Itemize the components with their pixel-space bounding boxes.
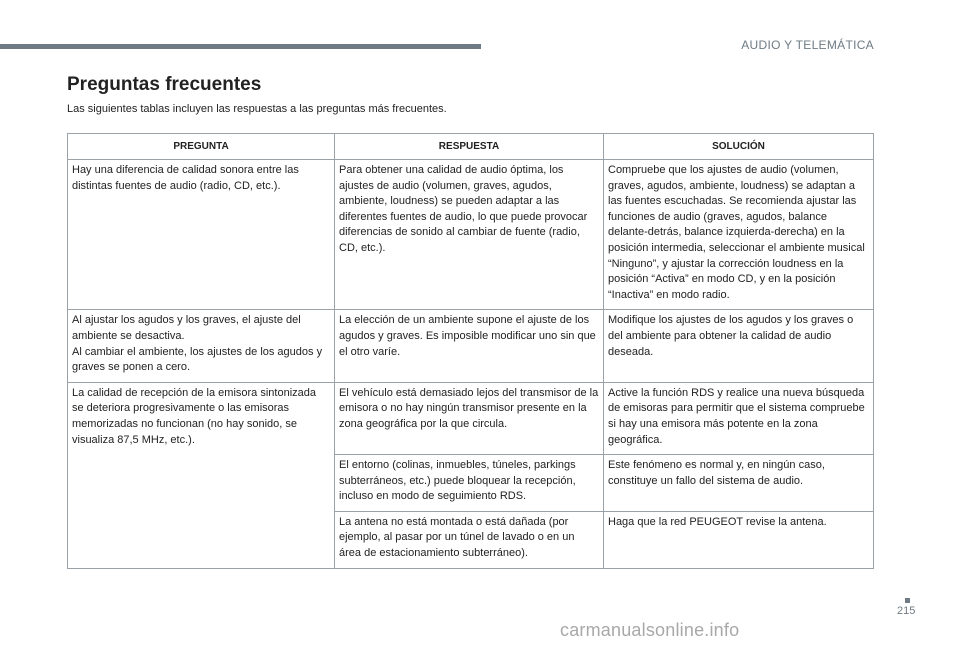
answer-cell: La antena no está montada o está dañada (por ejemplo, al pasar por un túnel de lavado o en un área de estacionamiento subterráneo). (335, 511, 604, 568)
section-title: AUDIO Y TELEMÁTICA (741, 38, 874, 52)
solution-cell: Compruebe que los ajustes de audio (volumen, graves, agudos, ambiente, loudness) se adaptan a las fuentes escuchadas. Se recomienda ajustar las funciones de audio (graves, agudos, balance delante-detrás, balance izquierda-derecha) en la posición intermedia, seleccionar el ambiente musical “Ninguno”, y ajustar la corrección loudness en la posición “Activa” en modo CD, y en la posición “Inactiva” en modo radio. (604, 160, 874, 310)
question-cell: Hay una diferencia de calidad sonora entre las distintas fuentes de audio (radio, CD, etc.). (68, 160, 335, 310)
page-number: 215 (897, 605, 916, 617)
table-row (68, 382, 874, 454)
table-row (68, 160, 874, 310)
table-row (68, 310, 874, 382)
page-title: Preguntas frecuentes (67, 74, 262, 95)
question-cell: La calidad de recepción de la emisora sintonizada se deteriora progresivamente o las emisoras memorizadas no funcionan (no hay sonido, se visualiza 87,5 MHz, etc.). (68, 382, 335, 568)
watermark: carmanualsonline.info (560, 620, 740, 640)
question-line: Al ajustar los agudos y los graves, el ajuste del ambiente se desactiva. (72, 314, 301, 342)
question-cell (68, 310, 335, 382)
header-bar (0, 44, 481, 49)
header-respuesta: RESPUESTA (335, 134, 604, 160)
table-header-row (68, 134, 874, 160)
question-line: Al cambiar el ambiente, los ajustes de los agudos y graves se ponen a cero. (72, 345, 323, 374)
solution-cell: Este fenómeno es normal y, en ningún caso, constituye un fallo del sistema de audio. (604, 455, 874, 512)
header-pregunta: PREGUNTA (68, 134, 335, 160)
intro-text: Las siguientes tablas incluyen las respuestas a las preguntas más frecuentes. (67, 103, 447, 115)
faq-table (67, 133, 874, 569)
answer-cell: Para obtener una calidad de audio óptima, los ajustes de audio (volumen, graves, agudos, ambiente, loudness) se pueden adaptar a las diferentes fuentes de audio, lo que puede provocar diferencias de sonido al cambiar de fuente (radio, CD, etc.). (335, 160, 604, 310)
page-marker-icon (905, 598, 910, 603)
answer-cell: La elección de un ambiente supone el ajuste de los agudos y graves. Es imposible modificar uno sin que el otro varíe. (335, 310, 604, 382)
header-solucion: SOLUCIÓN (604, 134, 874, 160)
answer-cell: El entorno (colinas, inmuebles, túneles, parkings subterráneos, etc.) puede bloquear la recepción, incluso en modo de seguimiento RDS. (335, 455, 604, 512)
solution-cell: Haga que la red PEUGEOT revise la antena. (604, 511, 874, 568)
solution-cell: Active la función RDS y realice una nueva búsqueda de emisoras para permitir que el sistema compruebe si hay una emisora más potente en la zona geográfica. (604, 382, 874, 454)
answer-cell: El vehículo está demasiado lejos del transmisor de la emisora o no hay ningún transmisor presente en la zona geográfica por la que circula. (335, 382, 604, 454)
solution-cell: Modifique los ajustes de los agudos y los graves o del ambiente para obtener la calidad de audio deseada. (604, 310, 874, 382)
